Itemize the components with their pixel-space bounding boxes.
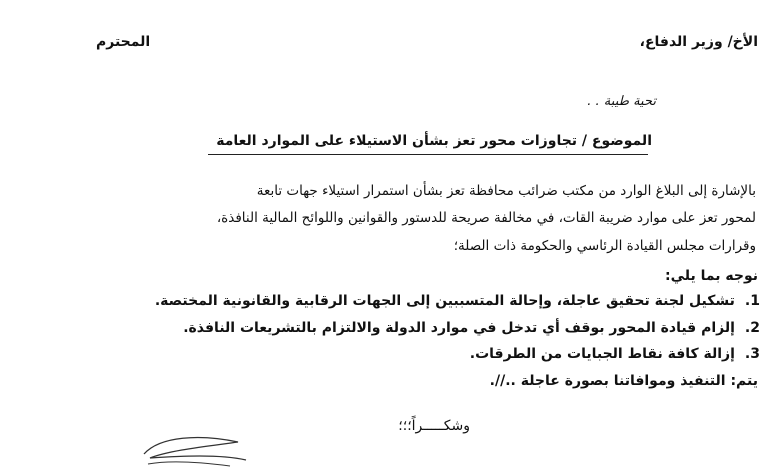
list-item-text: تشكيل لجنة تحقيق عاجلة، وإحالة المتسببين إلى الجهات الرقابية والقانونية المختصة. [154,293,735,309]
list-item [470,346,760,362]
list-item-number: 1. [744,293,760,309]
list-item-text: إلزام قيادة المحور بوقف أي تدخل في موارد الدولة والالتزام بالتشريعات النافذة. [183,320,735,336]
subject-line: الموضوع / تجاوزات محور تعز بشأن الاستيلاء على الموارد العامة [216,133,652,149]
directive: نوجه بما يلي: [665,268,758,284]
addressee: الأخ/ وزير الدفاع، [639,34,758,50]
body-line-2: لمحور تعز على موارد ضريبة القات، في مخالفة صريحة للدستور والقوانين واللوائح المالية النافذة، [216,210,756,226]
list-item-number: 2. [744,320,760,336]
body-line-3: وقرارات مجلس القيادة الرئاسي والحكومة ذات الصلة؛ [453,238,756,254]
greeting: تحية طيبة . . [587,94,656,109]
list-item-number: 3. [744,346,760,362]
closing-line: يتم: التنفيذ وموافاتنا بصورة عاجلة ..//. [489,373,758,389]
signature-scribble [140,432,250,470]
subject-underline [208,154,648,155]
thanks-line: وشكـــــراً؛؛؛ [398,418,470,434]
honorific: المحترم [96,34,151,50]
list-item-text: إزالة كافة نقاط الجبايات من الطرقات. [469,346,735,362]
list-item [183,320,760,336]
body-line-1: بالإشارة إلى البلاغ الوارد من مكتب ضرائب محافظة تعز بشأن استمرار استيلاء جهات تابعة [256,183,756,199]
list-item [155,293,760,309]
